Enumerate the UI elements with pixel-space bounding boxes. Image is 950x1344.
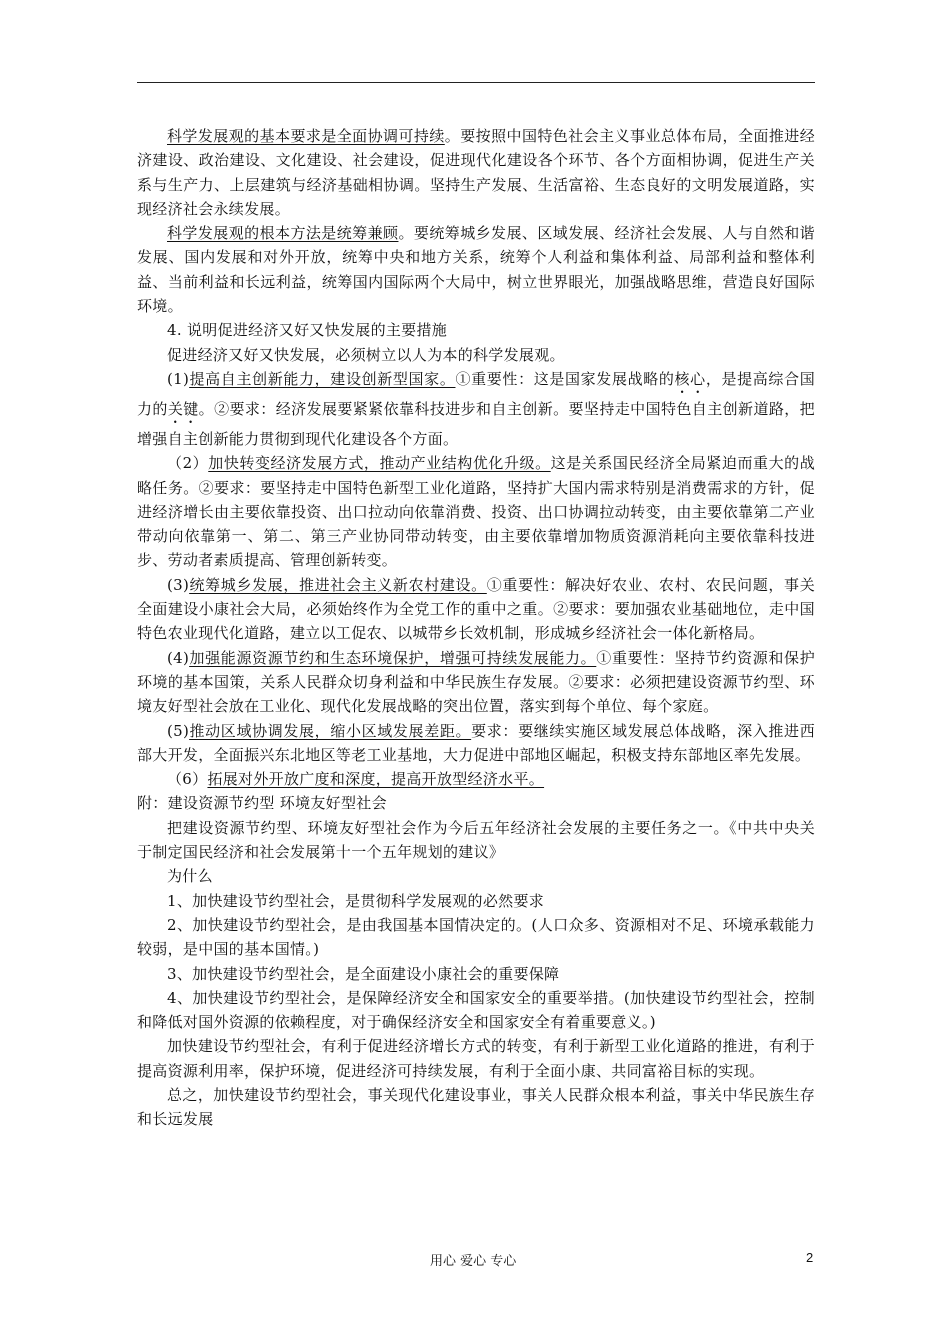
text-run: 。要统筹城乡发展、区域发展、经济社会发展、人与自然和谐发展、国内发展和对外开放，统筹中央和地方关系，统筹个人利益和集体利益、局部利益和整体利益、当前利益和长远利益，统筹国内国际两个大局中，树立世界眼光，加强战略思维，营造良好国际环境。 — [137, 224, 815, 316]
text-run: 要求：要继续实施区域发展总体战略，深入推进西部大开发，全面振兴东北地区等老工业基地，大力促进中部地区崛起，积极支持东部地区率先发展。 — [137, 721, 816, 764]
paragraph-p13 — [137, 864, 815, 888]
text-run: 附：建设资源节约型 环境友好型社会 — [137, 794, 387, 813]
text-run: ①重要性：解决好农业、农村、农民问题，事关全面建设小康社会大局，必须始终作为全党工作的重中之重。②要求：要加强农业基础地位，走中国特色农业现代化道路，建立以工促农、以城带乡长效机制，形成城乡经济社会一体化新格局。 — [137, 575, 815, 643]
text-run: 。要按照中国特色社会主义事业总体布局，全面推进经济建设、政治建设、文化建设、社会建设，促进现代化建设各个环节、各个方面相协调，促进生产关系与生产力、上层建筑与经济基础相协调。坚持生产发展、生活富裕、生态良好的文明发展道路，实现经济社会永续发展。 — [137, 127, 816, 218]
header-rule — [137, 82, 815, 83]
paragraph-p10 — [137, 767, 815, 791]
text-run: ①重要性：这是国家发展战略的 — [455, 369, 675, 388]
underlined-key-phrase: 加快转变经济发展方式，推动产业结构优化升级。 — [208, 454, 551, 473]
paragraph-p15 — [137, 913, 815, 962]
text-run: 4. 说明促进经济又好又快发展的主要措施 — [167, 321, 448, 340]
underlined-key-phrase: 科学发展观的根本方法是统筹兼顾 — [167, 224, 399, 243]
paragraph-p8 — [137, 646, 815, 719]
document-body — [137, 124, 815, 1132]
text-run: 3、加快建设节约型社会，是全面建设小康社会的重要保障 — [167, 964, 560, 983]
paragraph-p5 — [137, 367, 815, 451]
emphasized-term: 关键 — [167, 399, 199, 418]
paragraph-p11 — [137, 791, 815, 815]
text-run: 2、加快建设节约型社会，是由我国基本国情决定的。(人口众多、资源相对不足、环境承载能力较弱，是中国的基本国情。) — [137, 915, 815, 959]
text-run: 。②要求：经济发展要紧紧依靠科技进步和自主创新。要坚持走中国特色自主创新道路，把增强自主创新能力贯彻到现代化建设各个方面。 — [137, 399, 815, 448]
paragraph-p18 — [137, 1034, 815, 1083]
text-run: （2） — [167, 454, 209, 473]
paragraph-p9 — [137, 719, 815, 768]
paragraph-p1 — [137, 124, 815, 221]
paragraph-p14 — [137, 889, 815, 913]
text-run: （6） — [167, 770, 208, 789]
text-run: ，是提高综合国力的 — [137, 369, 816, 418]
paragraph-p4 — [137, 343, 815, 367]
text-run: (4) — [167, 648, 190, 667]
text-run: 为什么 — [167, 867, 213, 886]
page-number: 2 — [806, 1250, 814, 1265]
underlined-key-phrase: 加强能源资源节约和生态环境保护，增强可持续发展能力。 — [189, 648, 597, 667]
text-run: 加快建设节约型社会，有利于促进经济增长方式的转变，有利于新型工业化道路的推进，有利于提高资源利用率，保护环境，促进经济可持续发展，有利于全面小康、共同富裕目标的实现。 — [137, 1037, 815, 1080]
text-run: 1、加快建设节约型社会，是贯彻科学发展观的必然要求 — [167, 891, 545, 910]
underlined-key-phrase: 拓展对外开放广度和深度，提高开放型经济水平。 — [207, 770, 545, 789]
underlined-key-phrase: 统筹城乡发展，推进社会主义新农村建设。 — [189, 575, 487, 594]
paragraph-p6 — [137, 451, 815, 572]
paragraph-p7 — [137, 573, 815, 646]
text-run: (1) — [167, 369, 190, 388]
paragraph-p3 — [137, 318, 815, 342]
paragraph-p2 — [137, 221, 815, 318]
underlined-key-phrase: 提高自主创新能力，建设创新型国家。 — [189, 369, 456, 388]
text-run: 总之，加快建设节约型社会，事关现代化建设事业，事关人民群众根本利益，事关中华民族生存和长远发展 — [137, 1085, 815, 1129]
paragraph-p12 — [137, 816, 815, 865]
emphasized-term: 核心 — [674, 369, 706, 388]
text-run: ①重要性：坚持节约资源和保护环境的基本国策，关系人民群众切身利益和中华民族生存发展。②要求：必须把建设资源节约型、环境友好型社会放在工业化、现代化发展战略的突出位置，落实到每个单位、每个家庭。 — [137, 648, 815, 716]
text-run: (3) — [167, 575, 190, 594]
paragraph-p16 — [137, 962, 815, 986]
underlined-key-phrase: 科学发展观的基本要求是全面协调可持续 — [167, 127, 445, 145]
text-run: 这是关系国民经济全局紧迫而重大的战略任务。②要求：要坚持走中国特色新型工业化道路，坚持扩大国内需求特别是消费需求的方针，促进经济增长由主要依靠投资、出口拉动向依靠消费、投资、出口协调拉动转变，由主要依靠第二产业带动向依靠第一、第二、第三产业协同带动转变，由主要依靠增加物质资源消耗向主要依靠科技进步、劳动者素质提高、管理创新转变。 — [137, 454, 815, 570]
paragraph-p17 — [137, 986, 815, 1035]
text-run: 4、加快建设节约型社会，是保障经济安全和国家安全的重要举措。(加快建设节约型社会，控制和降低对国外资源的依赖程度，对于确保经济安全和国家安全有着重要意义。) — [137, 988, 815, 1032]
underlined-key-phrase: 推动区域协调发展，缩小区域发展差距。 — [189, 721, 472, 740]
text-run: (5) — [167, 721, 190, 740]
footer-motto: 用心 爱心 专心 — [430, 1254, 517, 1269]
text-run: 促进经济又好又快发展，必须树立以人为本的科学发展观。 — [167, 345, 565, 364]
paragraph-p19 — [137, 1083, 815, 1132]
text-run: 把建设资源节约型、环境友好型社会作为今后五年经济社会发展的主要任务之一。《中共中央关于制定国民经济和社会发展第十一个五年规划的建议》 — [137, 818, 815, 862]
